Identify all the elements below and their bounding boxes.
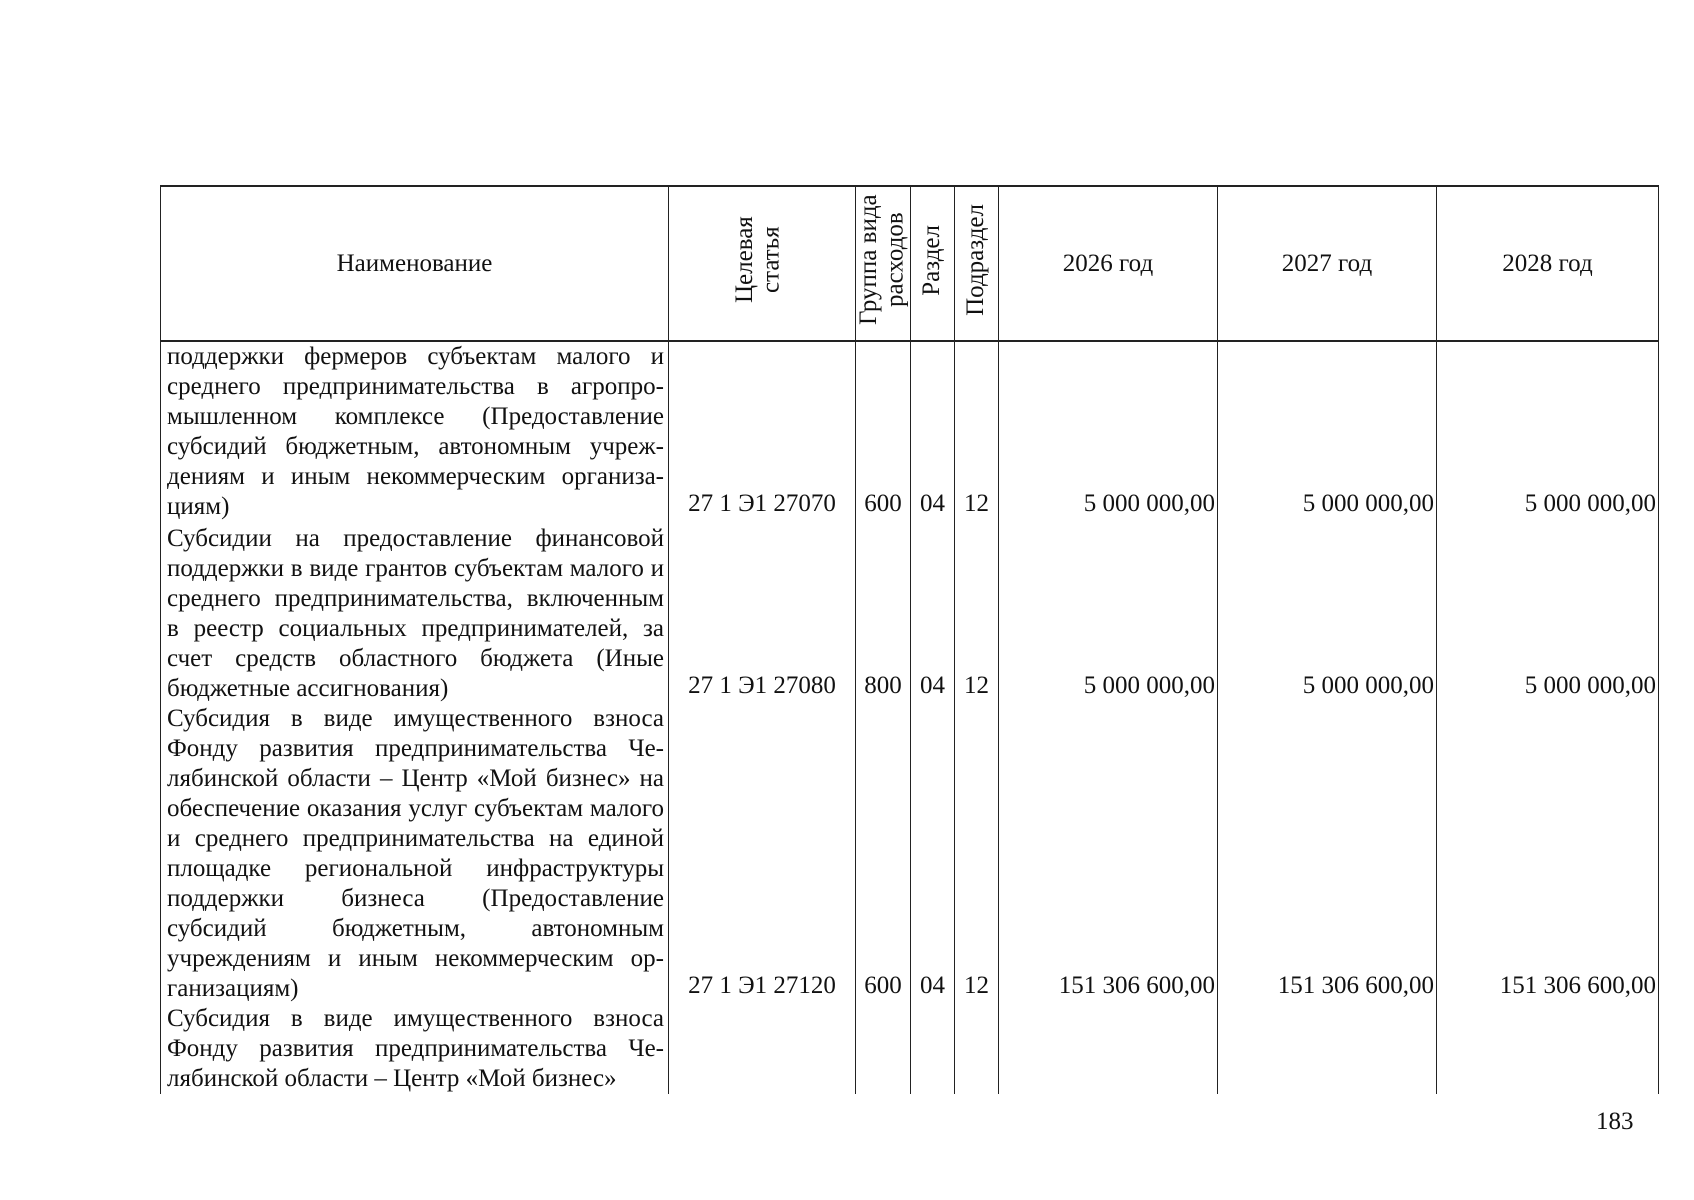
row-2027	[1218, 1004, 1437, 1094]
header-expense-group: Группа вида расходов	[856, 186, 911, 341]
row-2026: 151 306 600,00	[999, 704, 1218, 1004]
row-expense-group	[856, 1004, 911, 1094]
header-2026: 2026 год	[999, 186, 1218, 341]
table-row	[161, 522, 1659, 704]
row-2027: 5 000 000,00	[1218, 341, 1437, 522]
row-section	[911, 1004, 955, 1094]
row-2028: 151 306 600,00	[1437, 704, 1659, 1004]
row-subsection: 12	[955, 522, 999, 704]
page-number: 183	[1596, 1108, 1634, 1135]
row-2028	[1437, 1004, 1659, 1094]
row-target-article: 27 1 Э1 27070	[669, 341, 856, 522]
row-expense-group: 800	[856, 522, 911, 704]
row-name: Субсидия в виде имущественного взноса Фонду развития предпринимательства Челябинской области – Центр «Мой бизнес» на обеспечение оказания услуг субъектам малого и среднего предпринимательства на единой площадке региональной инфраструктуры поддержки бизнеса (Предоставление субсидий бюджетным, автономным учреждениям и иным некоммерческим организациям)	[161, 704, 669, 1004]
header-target-article: Целевая статья	[669, 186, 856, 341]
row-expense-group: 600	[856, 341, 911, 522]
row-name: Субсидии на предоставление финансовой поддержки в виде грантов субъектам малого и среднего предпринимательства, включенным в реестр социальных предпринимателей, за счет средств областного бюджета (Иные бюджетные ассигнования)	[161, 522, 669, 704]
row-subsection	[955, 1004, 999, 1094]
row-name: поддержки фермеров субъектам малого и среднего предпринимательства в агропромышленном комплексе (Предоставление субсидий бюджетным, автономным учреждениям и иным некоммерческим организациям)	[161, 341, 669, 522]
row-2026	[999, 1004, 1218, 1094]
row-section: 04	[911, 522, 955, 704]
table-row	[161, 1004, 1659, 1094]
table-row	[161, 704, 1659, 1004]
budget-table	[160, 185, 1659, 1094]
header-subsection: Подраздел	[955, 186, 999, 341]
row-subsection: 12	[955, 341, 999, 522]
row-expense-group: 600	[856, 704, 911, 1004]
row-2028: 5 000 000,00	[1437, 522, 1659, 704]
header-section: Раздел	[911, 186, 955, 341]
header-2028: 2028 год	[1437, 186, 1659, 341]
row-section: 04	[911, 704, 955, 1004]
row-2028: 5 000 000,00	[1437, 341, 1659, 522]
row-target-article: 27 1 Э1 27080	[669, 522, 856, 704]
row-target-article	[669, 1004, 856, 1094]
row-name: Субсидия в виде имущественного взноса Фонду развития предпринимательства Челябинской области – Центр «Мой бизнес»	[161, 1004, 669, 1094]
row-2026: 5 000 000,00	[999, 522, 1218, 704]
row-section: 04	[911, 341, 955, 522]
row-2027: 5 000 000,00	[1218, 522, 1437, 704]
header-2027: 2027 год	[1218, 186, 1437, 341]
row-subsection: 12	[955, 704, 999, 1004]
row-2026: 5 000 000,00	[999, 341, 1218, 522]
row-2027: 151 306 600,00	[1218, 704, 1437, 1004]
row-target-article: 27 1 Э1 27120	[669, 704, 856, 1004]
header-name: Наименование	[161, 186, 669, 341]
table-header-row	[161, 186, 1659, 341]
table-row	[161, 341, 1659, 522]
